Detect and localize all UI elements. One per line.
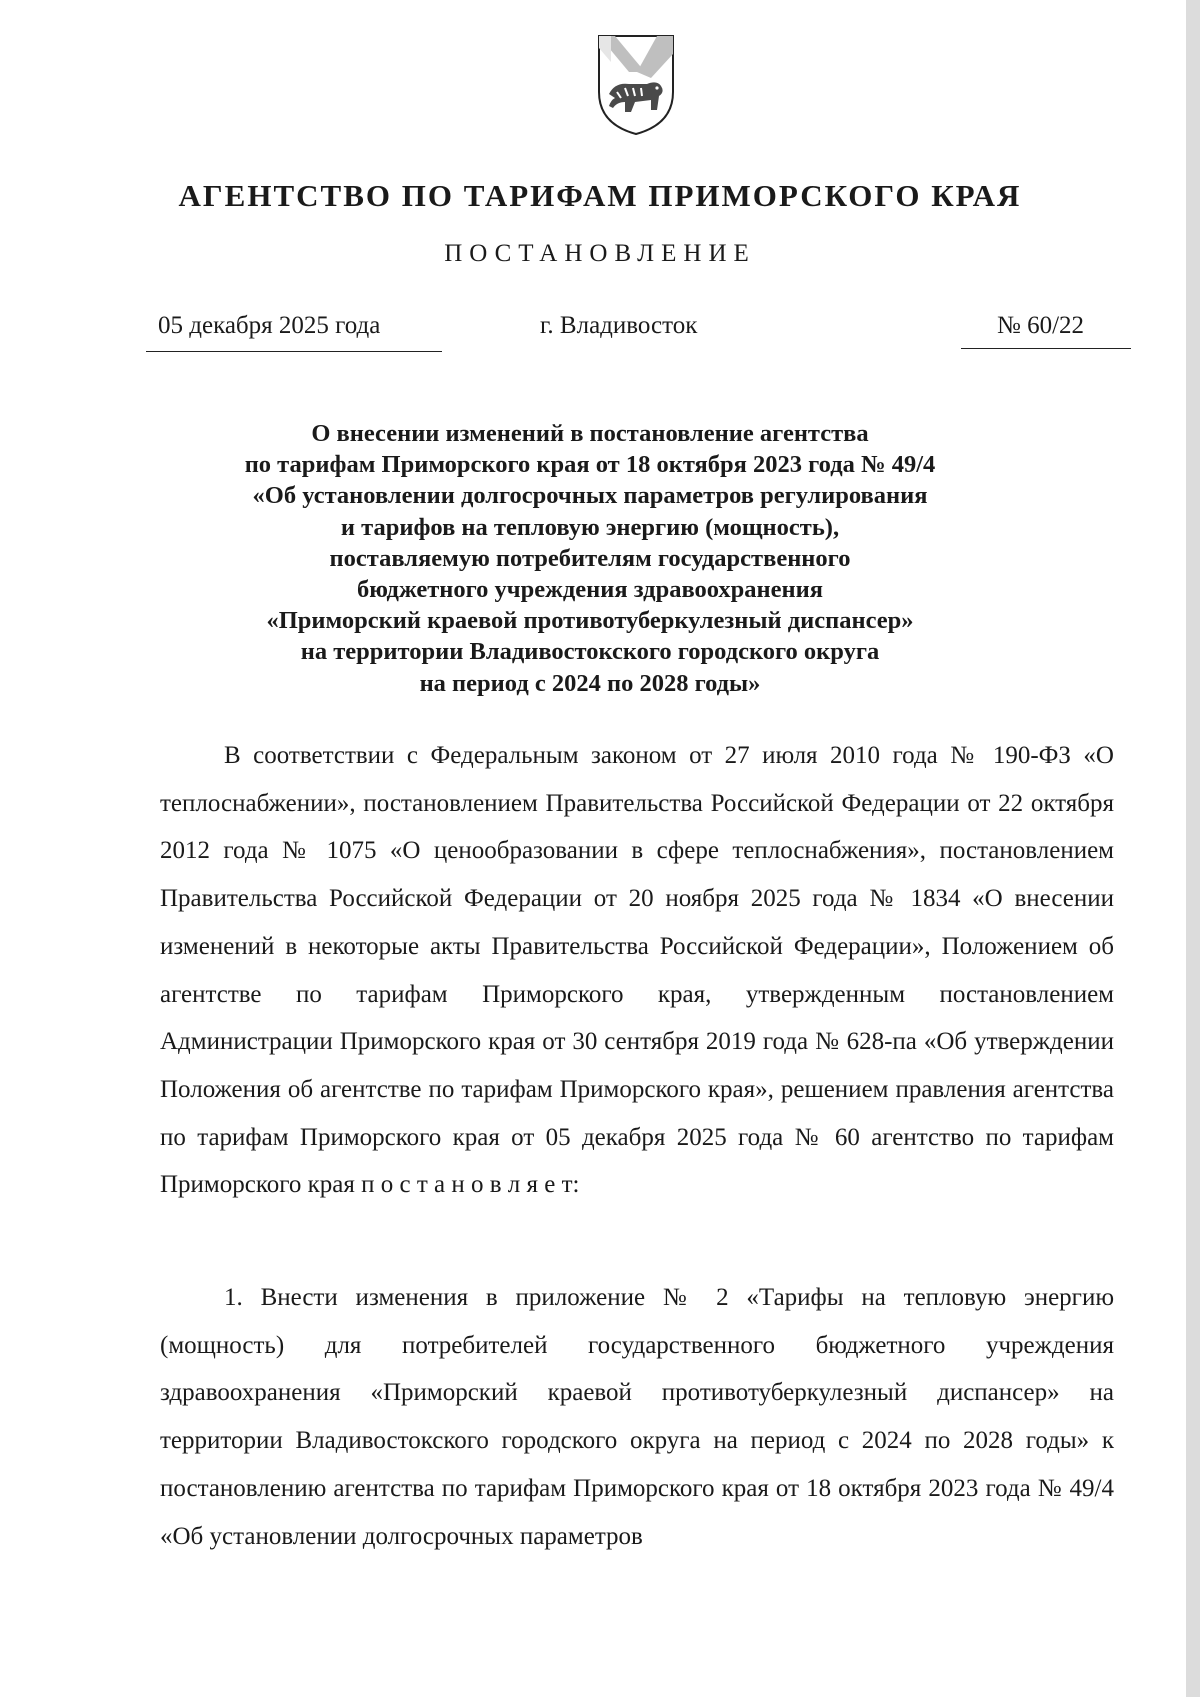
title-line: О внесении изменений в постановление агентства [311,420,869,447]
number-underline [961,348,1131,349]
title-line: и тарифов на тепловую энергию (мощность), [340,513,840,541]
agency-name: АГЕНТСТВО ПО ТАРИФАМ ПРИМОРСКОГО КРАЯ [178,178,1022,213]
document-type: ПОСТАНОВЛЕНИЕ [444,240,756,267]
title-line: на период с 2024 по 2028 годы» [419,669,761,697]
coat-of-arms-icon [595,32,677,138]
title-line: поставляемую потребителям государственного [329,544,851,572]
date-underline [146,351,442,352]
preamble-text: В соответствии с Федеральным законом от 27 июля 2010 года № 190-ФЗ «О теплоснабжении», постановлением Правительства Российской Федерации от 22 октября 2012 года № 1075 «О ценообразовании в сфере теплоснабжения», постановлением Правительства Российской Федерации от 20 ноября 2025 года № 1834 «О внесении изменений в некоторые акты Правительства Российской Федерации», Положением об агентстве по тарифам Приморского края, утвержденным постановлением Администрации Приморского края от 30 сентября 2019 года № 628-па «Об утверждении Положения об агентстве по тарифам Приморского края», решением правления агентства по тарифам Приморского края от 05 декабря 2025 года № 60 агентство по тарифам Приморского края п о с т а н о в л я е т: [160,742,1114,1199]
title-line: «Об установлении долгосрочных параметров регулирования [252,482,928,510]
title-line: на территории Владивостокского городского округа [300,638,880,666]
preamble-paragraph [160,732,1114,1209]
scan-edge [1186,0,1200,1697]
title-line: «Приморский краевой противотуберкулезный диспансер» [266,607,914,635]
document-number: № 60/22 [997,312,1085,339]
clause-1-paragraph [160,1274,1114,1560]
clause-1-text: 1. Внести изменения в приложение № 2 «Тарифы на тепловую энергию (мощность) для потребителей государственного бюджетного учреждения здравоохранения «Приморский краевой противотуберкулезный диспансер» на территории Владивостокского городского округа на период с 2024 по 2028 годы» к постановлению агентства по тарифам Приморского края от 18 октября 2023 года № 49/4 «Об установлении долгосрочных параметров [160,1284,1114,1550]
document-title [150,418,1030,699]
title-line: по тарифам Приморского края от 18 октября 2023 года № 49/4 [244,451,936,479]
title-line: бюджетного учреждения здравоохранения [356,576,823,604]
document-city: г. Владивосток [540,312,698,339]
document-date: 05 декабря 2025 года [158,312,381,339]
